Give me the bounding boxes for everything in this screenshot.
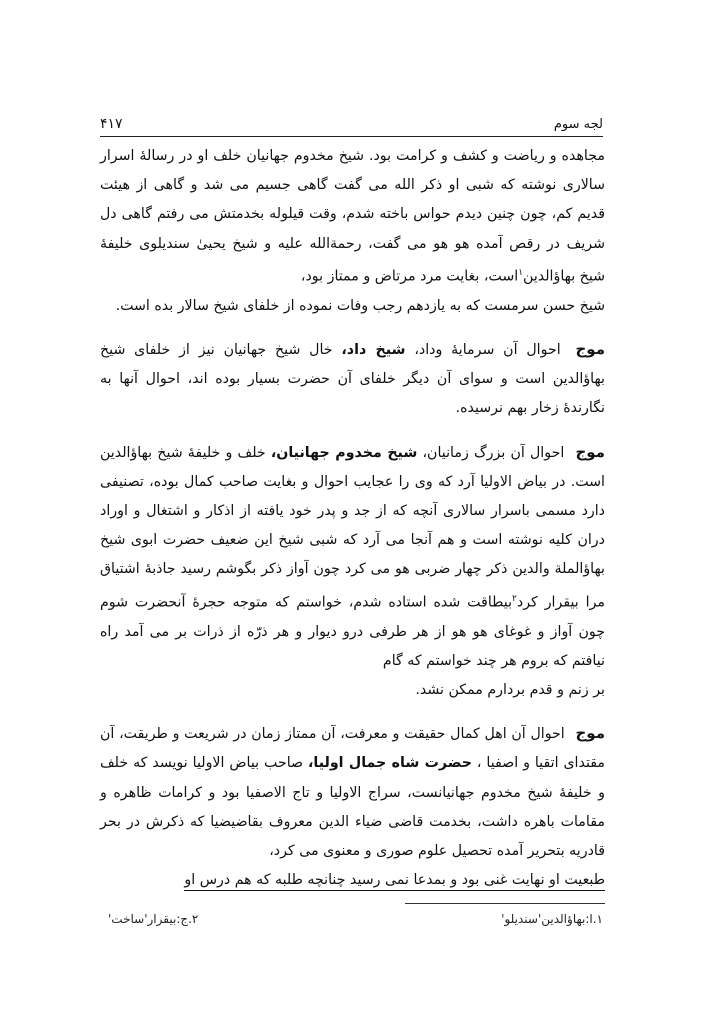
text-run: احوال آن بزرگ زمانیان، [422, 444, 565, 461]
text-line: کمال بوده، تصنیفی دارد مسمی باسرار سالاری آنچه که از جد و پدر خود یافته از [100, 473, 605, 519]
paragraph-1-end [100, 292, 605, 321]
text-line: خواستم که متوجه حجرهٔ آنحضرت شوم چون آواز و غوغای هو هو از هر طرفی [100, 594, 605, 640]
text-line: ضعیف حضرت ابوی شیخ بهاؤالملة والدین ذکر چهار ضربی هو می کرد چون [100, 532, 605, 578]
footnote-1: ۱.ا:بهاؤالدین'سندیلو' [501, 912, 603, 926]
mawj-marker: موج [575, 339, 606, 358]
text-line: درو دیوار و هر ذرّه از ذرات بر می آمد راه نیافتم که بروم هر چند خواستم که گام [100, 623, 605, 669]
text-line: و شیخ یحییٰ سندیلوی خلیفهٔ شیخ بهاؤالدین [100, 235, 605, 285]
text-line: اذکار و اشتغال و اوراد دران کلیه نوشته است و هم آنجا می آرد که شبی شیخ این [100, 502, 605, 549]
footnote-2: ۲.ج:بیقرار'ساخت' [108, 912, 199, 926]
text-run: آواز ذکر بگوشم رسید جاذبهٔ اشتیاق مرا بیقرار کرد [100, 561, 605, 611]
text-run: خلف و خلیفهٔ شیخ [157, 444, 266, 461]
footnote-marker: ۱ [518, 267, 524, 278]
text-run: احوال آن اهل کمال حقیقت و معرفت، آن ممتاز زمان در شریعت و [172, 726, 565, 743]
text-run: بیطاقت شده استاده شدم، [348, 594, 513, 611]
footnote-marker: ۲ [512, 593, 517, 604]
text-line: است، بغایت مرد مرتاض و ممتاز بود، [300, 268, 519, 285]
paragraph-2 [100, 335, 605, 424]
body-text [100, 142, 605, 895]
paragraph-4-end [100, 866, 605, 895]
text-line: آنها به نگارندهٔ زخار بهم نرسیده. [100, 371, 605, 417]
page-number: ۴۱۷ [100, 116, 123, 132]
person-name: شیخ مخدوم جهانیان، [270, 444, 418, 461]
text-line: و کرامات ظاهره و مقامات باهره داشت، بخدمت قاضی ضیاء الدین معروف [100, 784, 605, 830]
text-line: بهاؤالدین است. در بیاض الاولیا آرد که وی را عجایب احوال و بغایت صاحب [100, 444, 605, 490]
text-line: نویسد که خلف و خلیفهٔ شیخ مخدوم جهانیانست، سراج الاولیا و تاج الاصفیا بود [100, 755, 605, 801]
paragraph-4 [100, 719, 605, 866]
footnotes [108, 912, 603, 926]
mawj-marker: موج [575, 442, 605, 461]
running-header [100, 106, 603, 137]
text-line: بخدمتش می رفتم گاهی دل شریف در رقص آمده هو هو می گفت، رحمةالله علیه [100, 206, 605, 252]
text-line: بقاضیضیا که ذکرش در بحر قادریه بتحریر آمده تحصیل علوم صوری و معنوی می کرد، [100, 813, 605, 859]
person-name: شیخ داد، [341, 341, 406, 358]
person-name: حضرت شاه جمال اولیا، [308, 755, 472, 772]
text-run: احوال آن سرمایهٔ وداد، [414, 341, 561, 358]
paragraph-3 [100, 438, 605, 676]
text-line: شیخ حسن سرمست که به یازدهم رجب وفات نموده از خلفای شیخ سالار بده است. [115, 297, 605, 314]
paragraph-1 [100, 142, 605, 292]
text-line: اسرار سالاری نوشته که شبی او ذکر الله می گفت گاهی جسیم می شد و [100, 148, 605, 194]
paragraph-3-end [100, 676, 605, 705]
text-run: صاحب بیاض الاولیا [192, 755, 304, 772]
text-line: بر زنم و قدم بردارم ممکن نشد. [415, 681, 605, 698]
chapter-title: لجه سوم [553, 117, 603, 132]
mawj-marker: موج [575, 724, 606, 743]
text-line: طبعیت او نهایت غنی بود و بمدعا نمی رسید چنانچه طلبه که هم درس او [184, 872, 605, 891]
text-line: مجاهده و ریاضت و کشف و کرامت بود. شیخ مخدوم جهانیان خلف او در رسالهٔ [139, 148, 606, 164]
text-line: گاهی از هیئت قدیم کم، چون چنین دیدم حواس باخته شدم، وقت قیلوله [100, 177, 606, 223]
footnote-rule [405, 903, 605, 904]
text-run: خال شیخ جهانیان نیز از خلفای [134, 341, 333, 358]
text-run: طریقت، آن مقتدای اتقیا و اصفیا ، [100, 726, 606, 772]
text-line: شیخ بهاؤالدین است و سوای آن دیگر خلفای آن حضرت بسیار بوده اند، احوال [100, 341, 605, 388]
